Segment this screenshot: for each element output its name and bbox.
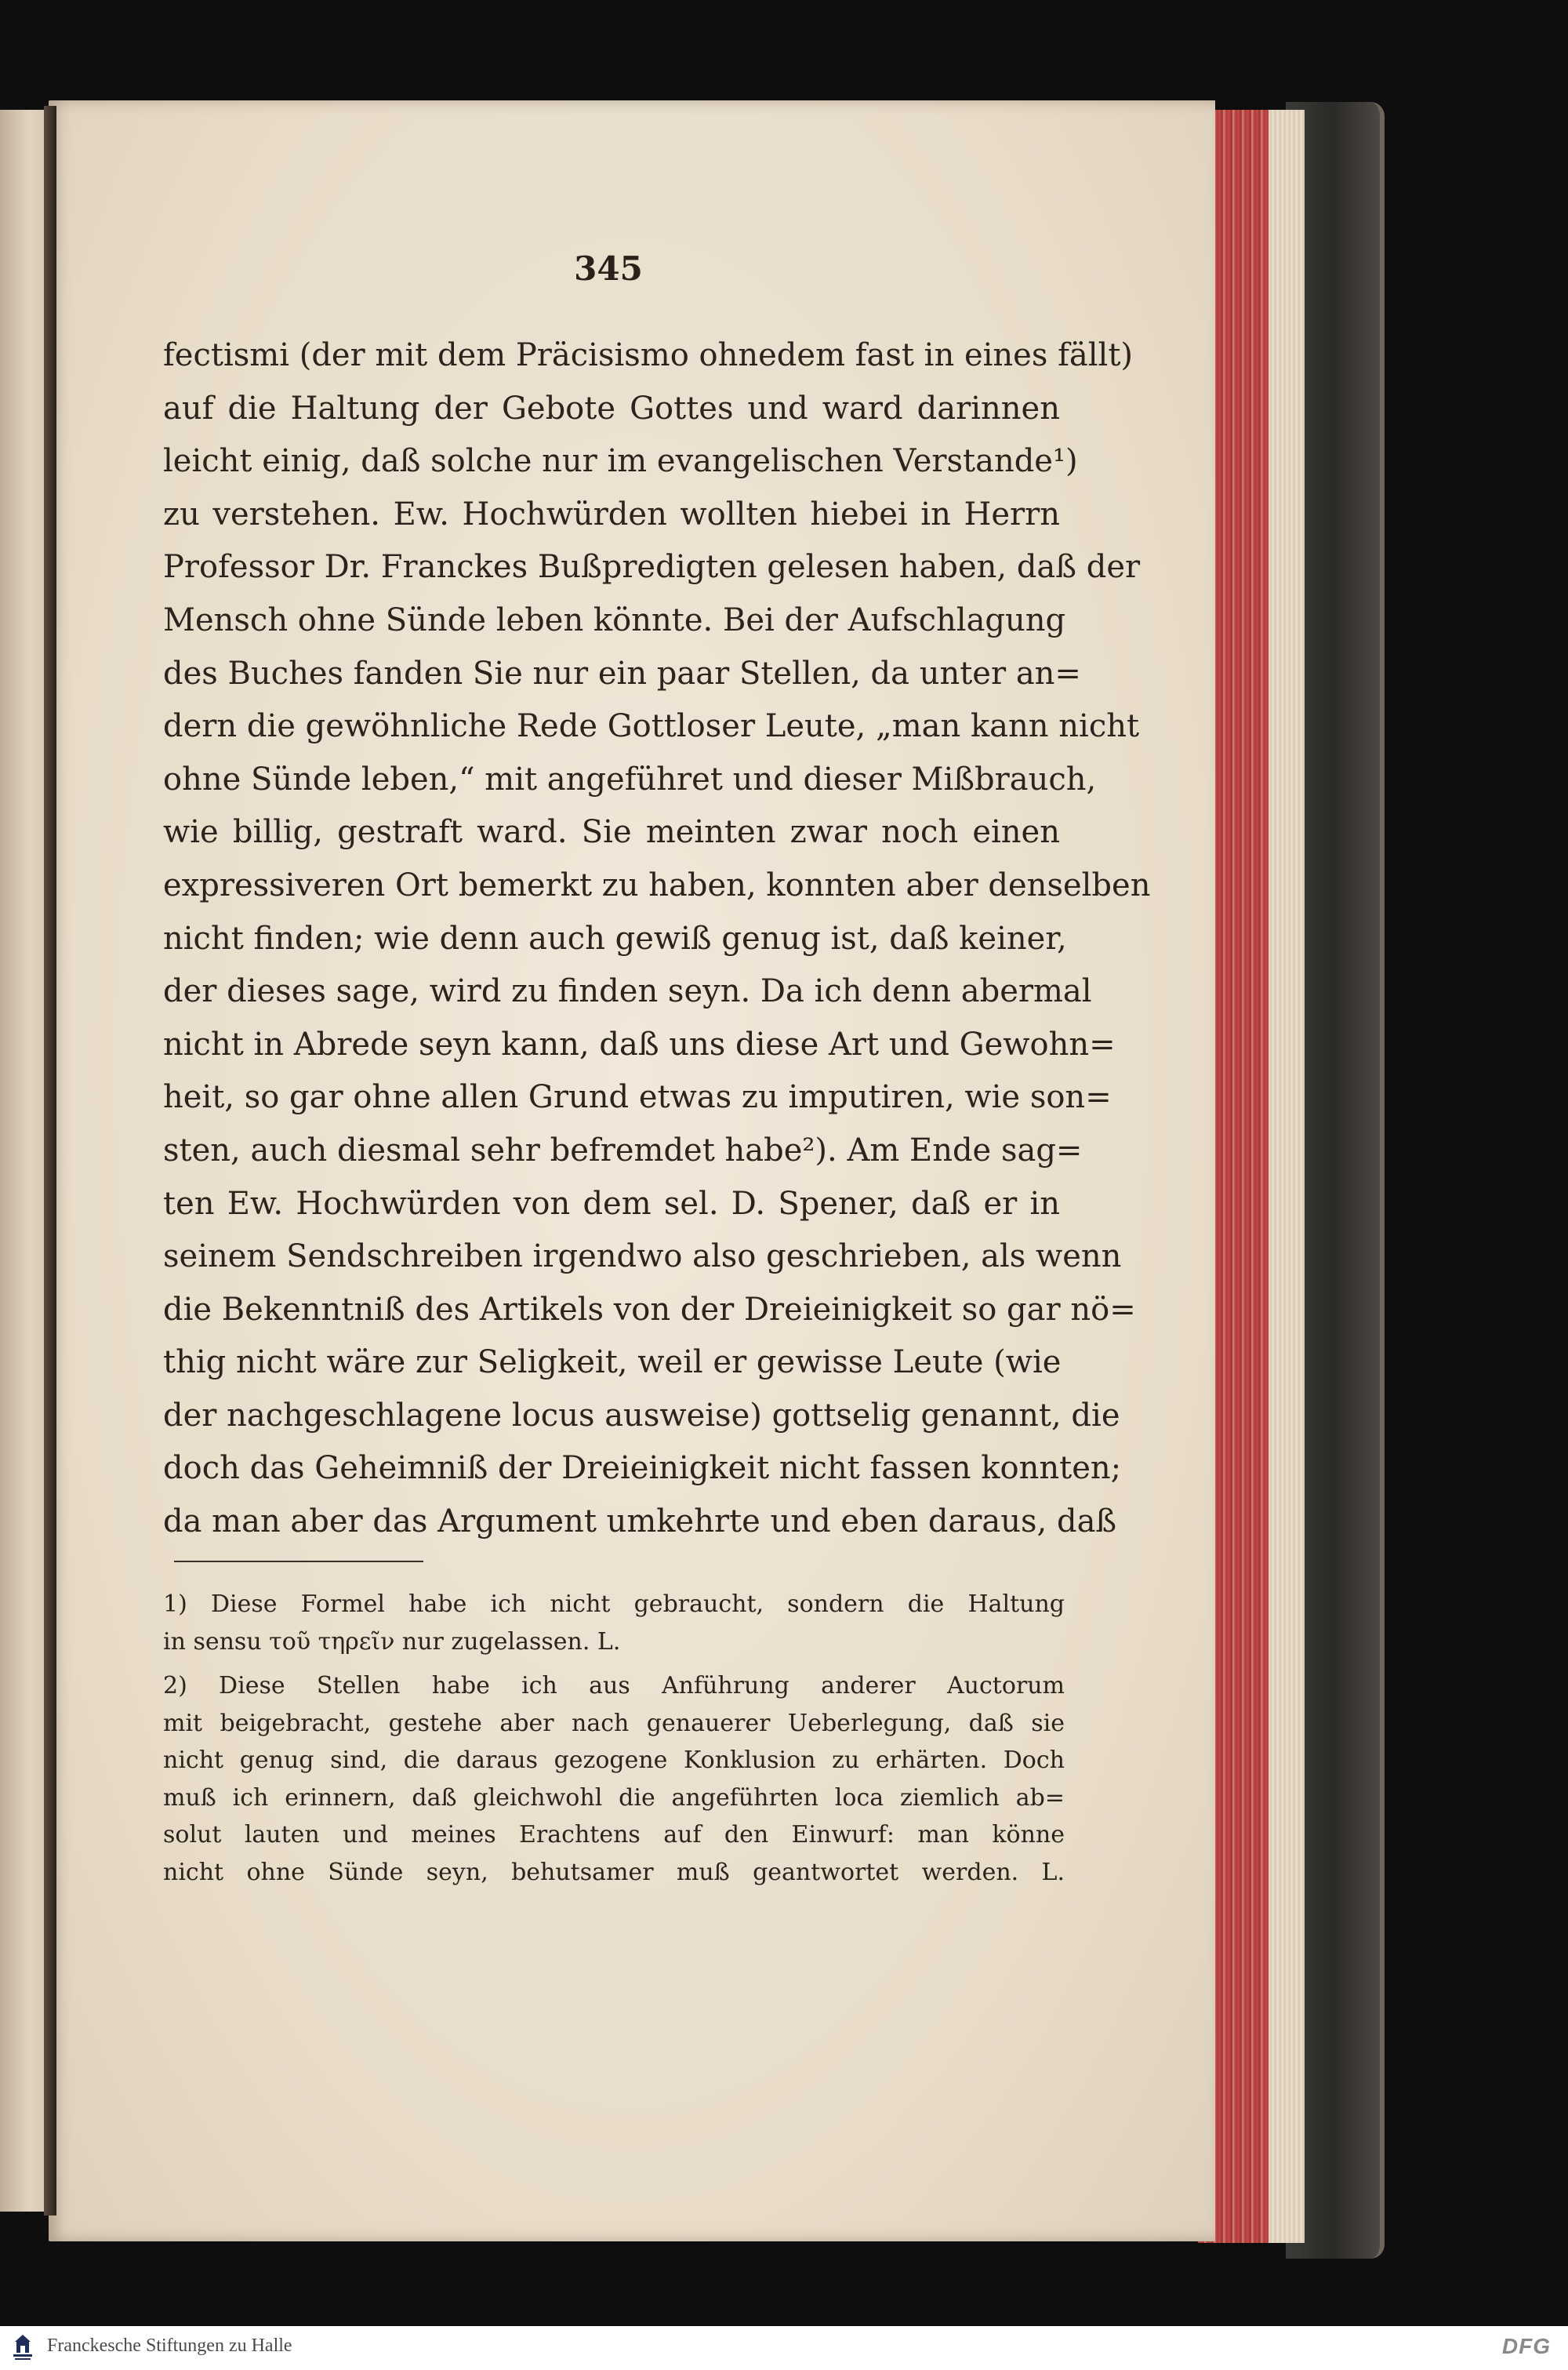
text-line: wie billig, gestraft ward. Sie meinten zwar noch einen — [163, 814, 1060, 851]
footnote-line: 1) Diese Formel habe ich nicht gebraucht, sondern die Haltung — [163, 1590, 1065, 1618]
text-line: der nachgeschlagene locus ausweise) gottselig genannt, die — [163, 1397, 1120, 1434]
text-line: doch das Geheimniß der Dreieinigkeit nicht fassen konnten; — [163, 1450, 1122, 1487]
book-gutter — [44, 106, 56, 2216]
footnote-line: solut lauten und meines Erachtens auf den Einwurf: man könne — [163, 1821, 1065, 1848]
footnotes — [163, 1586, 1065, 1891]
text-line: da man aber das Argument umkehrte und eben daraus, daß — [163, 1503, 1117, 1540]
text-line: leicht einig, daß solche nur im evangelischen Verstande¹) — [163, 443, 1078, 480]
text-line: heit, so gar ohne allen Grund etwas zu imputiren, wie son= — [163, 1079, 1112, 1116]
main-text — [163, 329, 1151, 1549]
text-line: dern die gewöhnliche Rede Gottloser Leute, „man kann nicht — [163, 708, 1140, 745]
text-line: thig nicht wäre zur Seligkeit, weil er gewisse Leute (wie — [163, 1344, 1062, 1381]
foundation-logo-icon — [9, 2332, 36, 2364]
text-line: Professor Dr. Franckes Bußpredigten gelesen haben, daß der — [163, 549, 1141, 586]
text-line: fectismi (der mit dem Präcisismo ohnedem fast in eines fällt) — [163, 337, 1134, 373]
text-line: nicht in Abrede seyn kann, daß uns diese Art und Gewohn= — [163, 1026, 1116, 1063]
text-line: des Buches fanden Sie nur ein paar Stellen, da unter an= — [163, 655, 1081, 692]
text-line: die Bekenntniß des Artikels von der Dreieinigkeit so gar nö= — [163, 1291, 1136, 1328]
text-line: Mensch ohne Sünde leben könnte. Bei der Aufschlagung — [163, 602, 1066, 638]
text-line: sten, auch diesmal sehr befremdet habe²). Am Ende sag= — [163, 1132, 1083, 1169]
page-number: 345 — [574, 249, 643, 288]
footnote-line: muß ich erinnern, daß gleichwohl die angeführten loca ziemlich ab= — [163, 1783, 1065, 1812]
text-line: zu verstehen. Ew. Hochwürden wollten hiebei in Herrn — [163, 496, 1060, 533]
text-line: nicht finden; wie denn auch gewiß genug ist, daß keiner, — [163, 920, 1067, 957]
text-line: ohne Sünde leben,“ mit angeführet und dieser Mißbrauch, — [163, 761, 1097, 798]
text-line: expressiveren Ort bemerkt zu haben, konnten aber denselben — [163, 867, 1151, 903]
footnote-line: 2) Diese Stellen habe ich aus Anführung anderer Auctorum — [163, 1672, 1065, 1699]
footnote-line: in sensu τοῦ τηρεῖν nur zugelassen. L. — [163, 1627, 621, 1656]
text-line: der dieses sage, wird zu finden seyn. Da ich denn abermal — [163, 973, 1092, 1010]
footnote-line: mit beigebracht, gestehe aber nach genauerer Ueberlegung, daß sie — [163, 1709, 1065, 1737]
footnote-gap — [163, 1660, 1065, 1667]
footnote-line: nicht ohne Sünde seyn, behutsamer muß geantwortet werden. L. — [163, 1858, 1065, 1886]
text-line: seinem Sendschreiben irgendwo also geschrieben, als wenn — [163, 1238, 1122, 1275]
footnote-separator — [174, 1561, 423, 1562]
institution-credit: Franckesche Stiftungen zu Halle — [47, 2335, 292, 2356]
dfg-logo: DFG — [1501, 2334, 1551, 2358]
text-line: ten Ew. Hochwürden von dem sel. D. Spener, daß er in — [163, 1185, 1060, 1222]
footnote-line: nicht genug sind, die daraus gezogene Konklusion zu erhärten. Doch — [163, 1747, 1065, 1774]
page-block-edges — [1269, 110, 1305, 2243]
left-page-edge — [0, 110, 49, 2212]
text-line: auf die Haltung der Gebote Gottes und ward darinnen — [163, 390, 1060, 427]
